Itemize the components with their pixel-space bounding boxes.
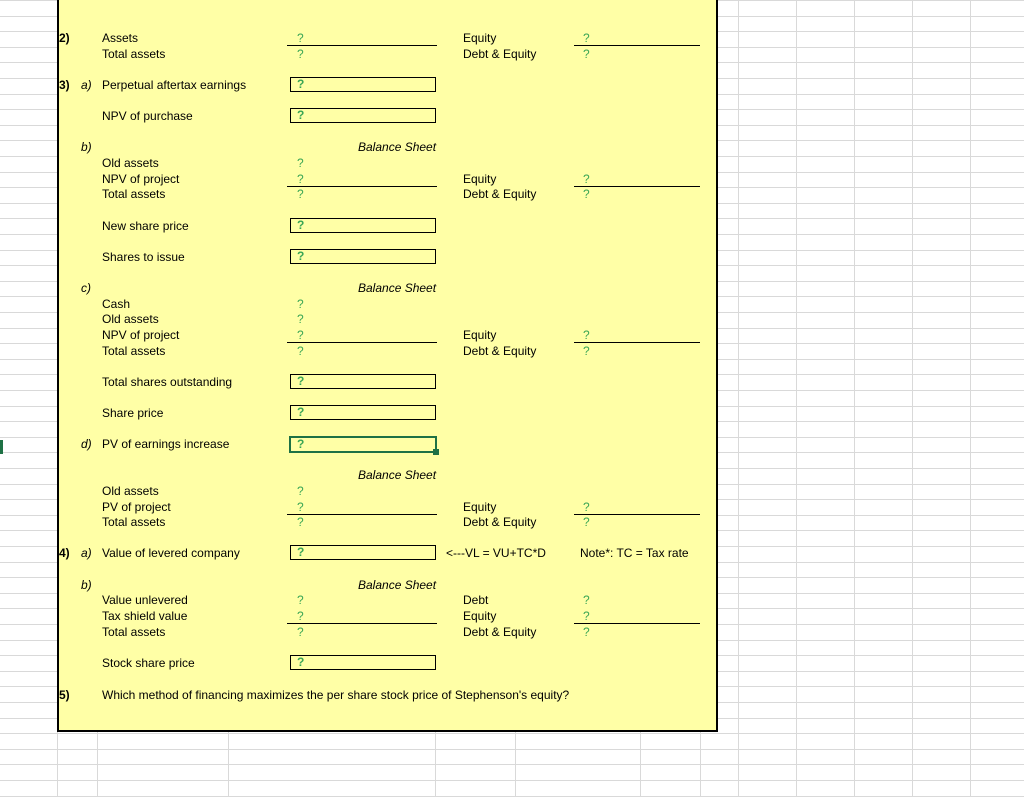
levered-formula: <---VL = VU+TC*D [446, 546, 546, 560]
debt-equity-value[interactable]: ? [583, 625, 590, 639]
total-assets-label: Total assets [102, 47, 166, 61]
underline [287, 514, 437, 515]
old-assets-value[interactable]: ? [297, 312, 304, 326]
underline [287, 342, 437, 343]
total-assets-value[interactable]: ? [297, 515, 304, 529]
cash-value[interactable]: ? [297, 297, 304, 311]
old-assets-label: Old assets [102, 156, 159, 170]
part-a-letter: a) [81, 546, 92, 560]
pv-project-value[interactable]: ? [297, 500, 304, 514]
pv-earnings-label: PV of earnings increase [102, 437, 230, 451]
question-2-number: 2) [59, 31, 70, 45]
equity-label: Equity [463, 328, 497, 342]
grid-column-line [738, 0, 739, 796]
part-b-letter: b) [81, 578, 92, 592]
perpetual-earnings-label: Perpetual aftertax earnings [102, 78, 247, 92]
question-5-text: Which method of financing maximizes the per share stock price of Stephenson's equity? [102, 688, 570, 702]
debt-equity-label: Debt & Equity [463, 625, 537, 639]
perpetual-earnings-input[interactable]: ? [290, 77, 436, 92]
balance-sheet-title: Balance Sheet [358, 468, 437, 482]
npv-project-value[interactable]: ? [297, 328, 304, 342]
question-3-number: 3) [59, 78, 70, 92]
npv-purchase-label: NPV of purchase [102, 109, 193, 123]
old-assets-value[interactable]: ? [297, 156, 304, 170]
fill-handle[interactable] [433, 449, 439, 455]
balance-sheet-title: Balance Sheet [358, 281, 437, 295]
stock-share-price-input[interactable]: ? [290, 655, 436, 670]
old-assets-value[interactable]: ? [297, 484, 304, 498]
active-row-indicator [0, 440, 3, 454]
underline [287, 45, 437, 46]
question-4-number: 4) [59, 546, 70, 560]
debt-equity-label: Debt & Equity [463, 515, 537, 529]
debt-value[interactable]: ? [583, 593, 590, 607]
debt-equity-label: Debt & Equity [463, 344, 537, 358]
cash-label: Cash [102, 297, 131, 311]
assets-label: Assets [102, 31, 139, 45]
equity-value[interactable]: ? [583, 609, 590, 623]
underline [574, 623, 700, 624]
underline [574, 514, 700, 515]
tax-shield-value[interactable]: ? [297, 609, 304, 623]
tax-shield-label: Tax shield value [102, 609, 188, 623]
grid-column-line [796, 0, 797, 796]
new-share-price-input[interactable]: ? [290, 218, 436, 233]
npv-project-label: NPV of project [102, 172, 180, 186]
pv-project-label: PV of project [102, 500, 171, 514]
assets-value[interactable]: ? [297, 31, 304, 45]
debt-equity-value[interactable]: ? [583, 344, 590, 358]
equity-value[interactable]: ? [583, 500, 590, 514]
total-assets-label: Total assets [102, 344, 166, 358]
stock-share-price-label: Stock share price [102, 656, 195, 670]
question-5-number: 5) [59, 688, 70, 702]
part-d-letter: d) [81, 437, 92, 451]
grid-row-line [0, 780, 1024, 781]
debt-equity-label: Debt & Equity [463, 187, 537, 201]
grid-column-line [970, 0, 971, 796]
npv-project-value[interactable]: ? [297, 172, 304, 186]
total-assets-label: Total assets [102, 625, 166, 639]
part-b-letter: b) [81, 140, 92, 154]
debt-equity-value[interactable]: ? [583, 515, 590, 529]
part-c-letter: c) [81, 281, 91, 295]
old-assets-label: Old assets [102, 484, 159, 498]
equity-value[interactable]: ? [583, 172, 590, 186]
value-unlevered-label: Value unlevered [102, 593, 188, 607]
equity-value[interactable]: ? [583, 31, 590, 45]
shares-to-issue-input[interactable]: ? [290, 249, 436, 264]
value-unlevered-value[interactable]: ? [297, 593, 304, 607]
equity-label: Equity [463, 31, 497, 45]
shares-to-issue-label: Shares to issue [102, 250, 185, 264]
equity-label: Equity [463, 172, 497, 186]
levered-value-input[interactable]: ? [290, 545, 436, 560]
new-share-price-label: New share price [102, 219, 189, 233]
underline [287, 186, 437, 187]
total-assets-value[interactable]: ? [297, 625, 304, 639]
debt-label: Debt [463, 593, 489, 607]
balance-sheet-title: Balance Sheet [358, 578, 437, 592]
underline [574, 342, 700, 343]
debt-equity-value[interactable]: ? [583, 187, 590, 201]
grid-column-line [912, 0, 913, 796]
debt-equity-value[interactable]: ? [583, 47, 590, 61]
npv-project-label: NPV of project [102, 328, 180, 342]
worksheet-panel [57, 0, 718, 732]
balance-sheet-title: Balance Sheet [358, 140, 437, 154]
equity-label: Equity [463, 609, 497, 623]
debt-equity-label: Debt & Equity [463, 47, 537, 61]
share-price-input[interactable]: ? [290, 405, 436, 420]
grid-column-line [854, 0, 855, 796]
underline [574, 45, 700, 46]
grid-row-line [0, 733, 1024, 734]
total-shares-input[interactable]: ? [290, 374, 436, 389]
total-shares-label: Total shares outstanding [102, 375, 233, 389]
share-price-label: Share price [102, 406, 164, 420]
underline [287, 623, 437, 624]
total-assets-label: Total assets [102, 187, 166, 201]
total-assets-value[interactable]: ? [297, 187, 304, 201]
grid-row-line [0, 764, 1024, 765]
equity-label: Equity [463, 500, 497, 514]
old-assets-label: Old assets [102, 312, 159, 326]
total-assets-value[interactable]: ? [297, 47, 304, 61]
equity-value[interactable]: ? [583, 328, 590, 342]
levered-value-label: Value of levered company [102, 546, 240, 560]
tax-rate-note: Note*: TC = Tax rate [580, 546, 689, 560]
pv-earnings-input[interactable]: ? [289, 436, 437, 453]
npv-purchase-input[interactable]: ? [290, 108, 436, 123]
total-assets-label: Total assets [102, 515, 166, 529]
grid-row-line [0, 749, 1024, 750]
total-assets-value[interactable]: ? [297, 344, 304, 358]
part-a-letter: a) [81, 78, 92, 92]
underline [574, 186, 700, 187]
